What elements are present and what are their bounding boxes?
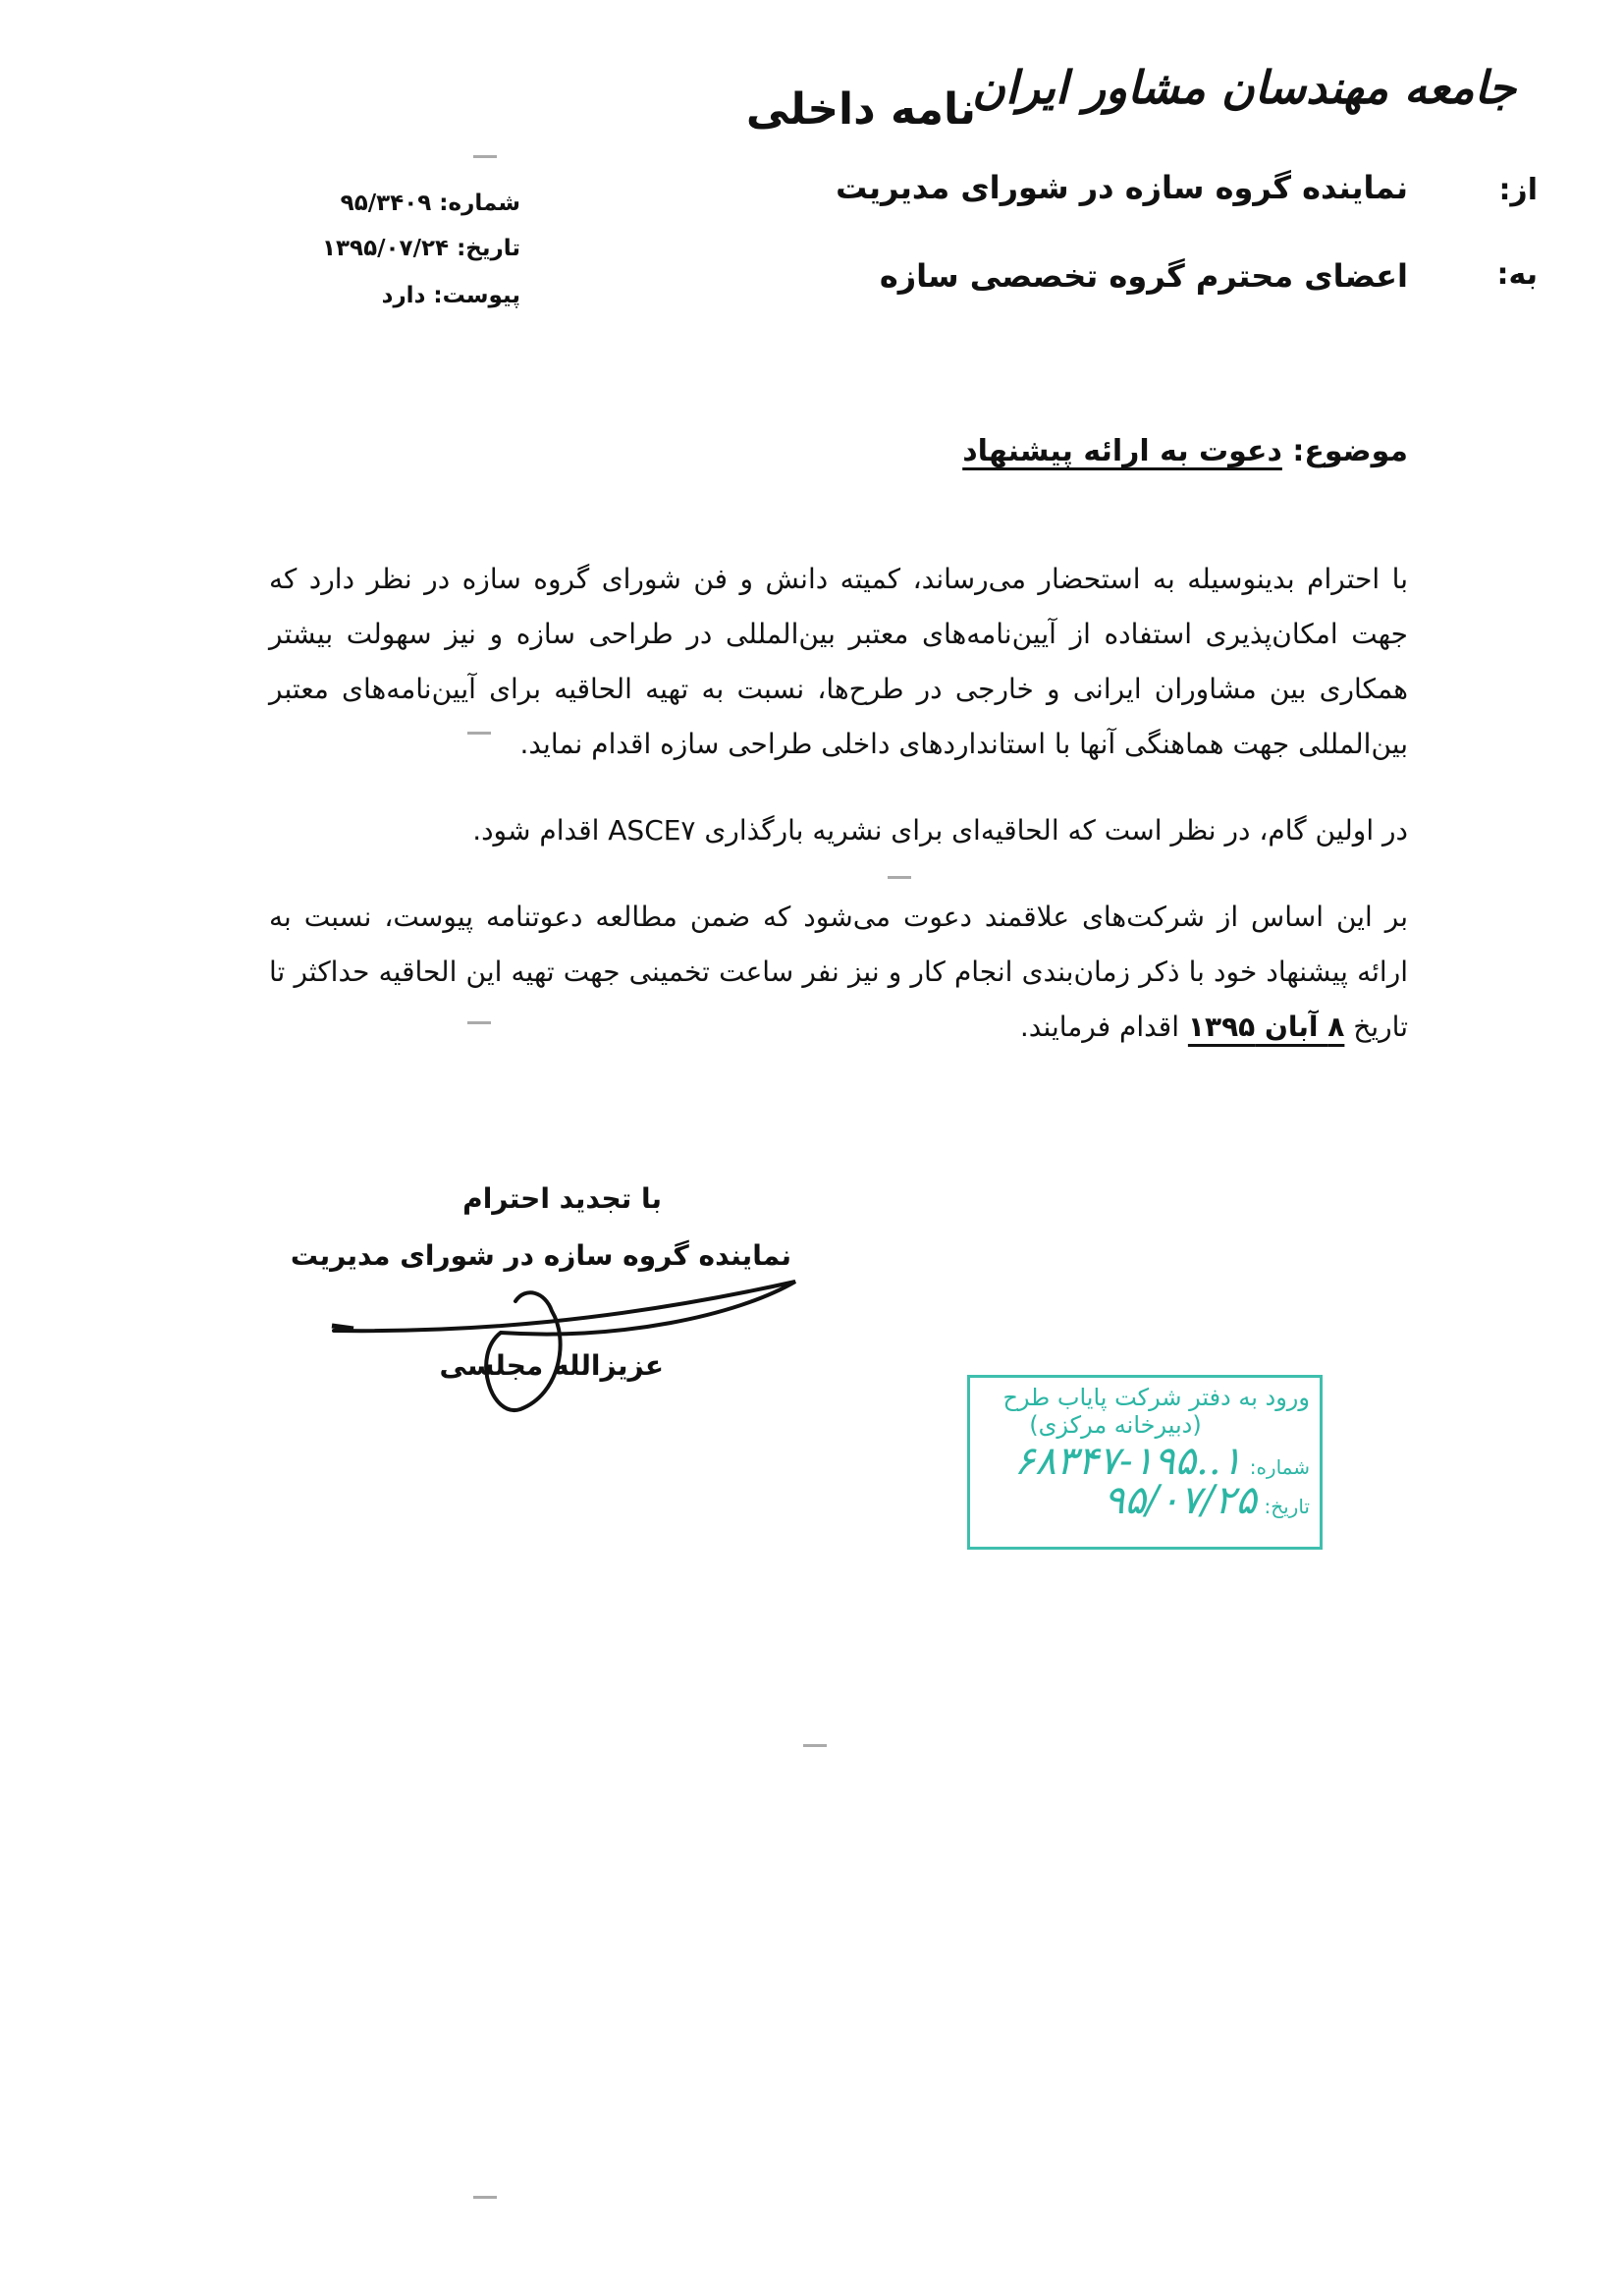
deadline-date: ۸ آبان ۱۳۹۵ — [1187, 1011, 1345, 1043]
to-value: اعضای محترم گروه تخصصی سازه — [879, 257, 1408, 295]
stamp-line-1: ورود به دفتر شرکت پایاب طرح — [1002, 1384, 1310, 1411]
body-paragraph-3-text: بر این اساس از شرکت‌های علاقمند دعوت می‌شود که ضمن مطالعه دعوتنامه پیوست، نسبت به ارائه پیشنهاد خود با ذکر زمان‌بندی انجام کار و نیز نفر ساعت تخمینی جهت تهیه این الحاقیه حداکثر تا تاریخ — [269, 901, 1408, 1043]
from-value: نماینده گروه سازه در شورای مدیریت — [836, 169, 1408, 206]
document-type: نامه داخلی — [745, 84, 976, 135]
subject-line — [962, 434, 1408, 468]
handwritten-signature — [324, 1223, 835, 1449]
subject-label: موضوع: — [1292, 434, 1408, 468]
scan-speck — [467, 1021, 491, 1024]
scan-speck — [473, 155, 497, 158]
body-paragraph-3-end: اقدام فرمایند. — [1019, 1011, 1179, 1043]
signer-name: عزیزالله مجلسی — [439, 1349, 664, 1382]
scan-speck — [467, 732, 491, 735]
scan-speck — [888, 876, 911, 879]
to-label: به: — [1496, 257, 1538, 292]
body-paragraph-3 — [269, 890, 1408, 1055]
stamp-date-value: ۹۵/۰۷/۲۵ — [1103, 1478, 1257, 1523]
from-label: از: — [1498, 173, 1538, 207]
receipt-stamp — [967, 1375, 1323, 1550]
letter-date: تاریخ: ۱۳۹۵/۰۷/۲۴ — [321, 236, 520, 261]
stamp-number-value: ۱..۱۹۵-۶۸۳۴۷ — [1013, 1439, 1243, 1484]
subject-text: دعوت به ارائه پیشنهاد — [962, 434, 1282, 468]
organization-logo-text: جامعه مهندسان مشاور ایران — [972, 61, 1516, 114]
body-paragraph-2: در اولین گام، در نظر است که الحاقیه‌ای برای نشریه بارگذاری ASCE۷ اقدام شود. — [472, 814, 1408, 847]
scan-speck — [803, 1744, 827, 1747]
stamp-number-label: شماره: — [1249, 1455, 1310, 1479]
stamp-line-2: (دبیرخانه مرکزی) — [1029, 1411, 1202, 1439]
scan-speck — [473, 2196, 497, 2199]
letter-attachment: پیوست: دارد — [381, 283, 520, 308]
letter-number: شماره: ۹۵/۳۴۰۹ — [340, 191, 520, 216]
signer-title: نماینده گروه سازه در شورای مدیریت — [290, 1239, 791, 1272]
body-paragraph-1: با احترام بدینوسیله به استحضار می‌رساند، کمیته دانش و فن شورای گروه سازه در نظر دارد که جهت امکان‌پذیری استفاده از آیین‌نامه‌های معتبر بین‌المللی در طراحی سازه و نیز سهولت بیشتر همکاری بین مشاوران ایرانی و خارجی در طرح‌ها، نسبت به تهیه الحاقیه برای آیین‌نامه‌های معتبر بین‌المللی جهت هماهنگی آنها با استانداردهای داخلی طراحی سازه اقدام نماید. — [269, 563, 1408, 760]
closing-regards: با تجدید احترام — [462, 1182, 662, 1215]
stamp-date-label: تاریخ: — [1264, 1495, 1310, 1518]
